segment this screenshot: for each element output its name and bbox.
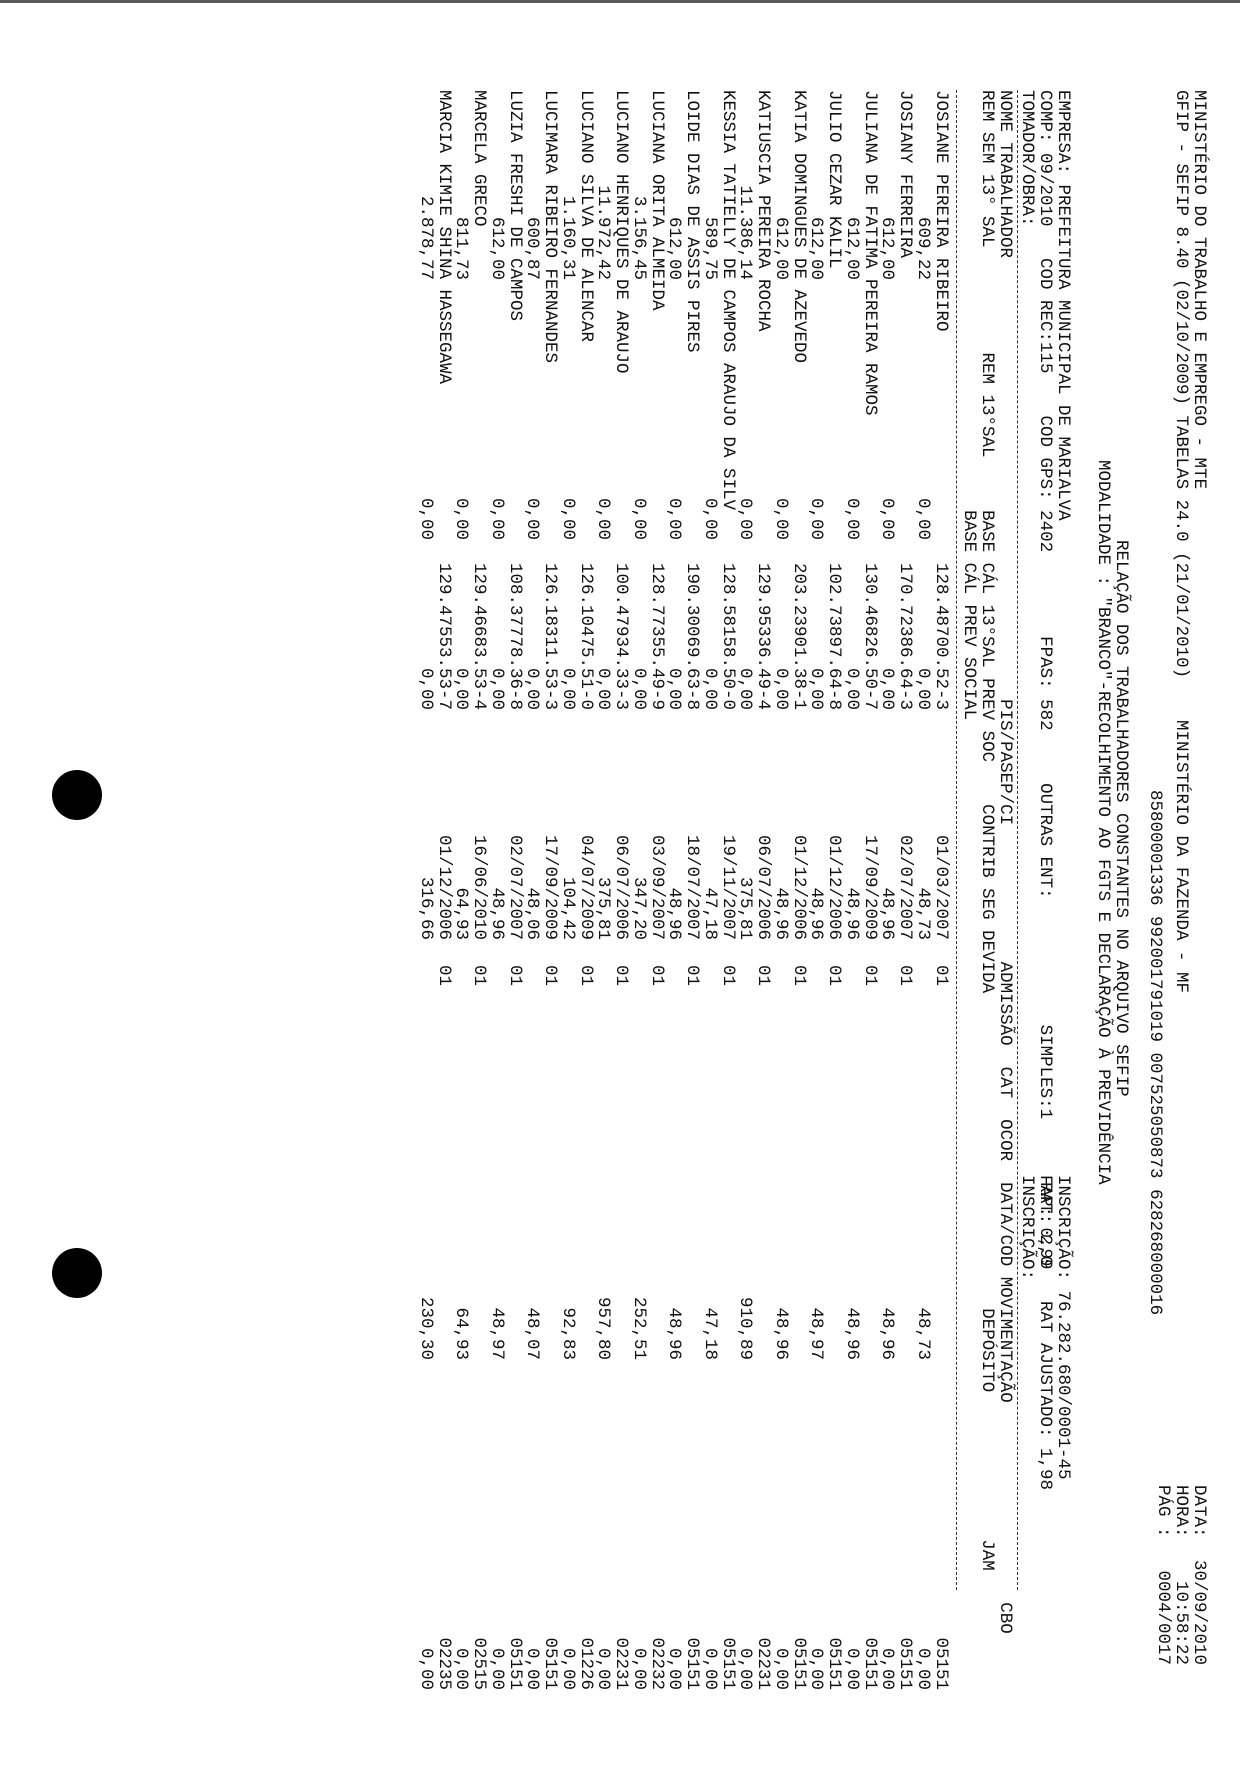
cell-adm: 06/07/2006 [611, 834, 632, 940]
cell-base13: 0,00 [877, 667, 898, 710]
cell-cbo: 02231 [753, 1637, 774, 1690]
cell-jam: 0,00 [771, 1647, 791, 1690]
cell-pis: 108.37778.36-8 [505, 562, 525, 710]
cell-rem13: 0,00 [735, 497, 756, 540]
comp-line: COMP: 09/2010 COD REC:115 COD GPS: 2402 FPAS: 582 OUTRAS ENT: SIMPLES:1 RAT: 2,0 [1035, 90, 1055, 1267]
cell-jam: 0,00 [877, 1647, 898, 1690]
cell-adm: 03/09/2007 [647, 834, 667, 940]
cell-jam: 0,00 [735, 1647, 756, 1690]
cell-adm: 01/12/2006 [824, 834, 845, 940]
cell-rem: 612,00 [842, 216, 862, 280]
cell-rem: 612,00 [664, 216, 685, 280]
cell-contrib: 375,81 [735, 876, 756, 940]
ministry-line: MINISTÉRIO DO TRABALHO E EMPREGO - MTE [1189, 90, 1209, 490]
cell-rem13: 0,00 [877, 497, 898, 540]
cell-cbo: 02235 [434, 1637, 454, 1690]
cell-cat: 01 [576, 965, 596, 987]
cell-pis: 129.95336.49-4 [753, 562, 774, 710]
cell-deposito: 48,73 [913, 1307, 933, 1360]
cell-cat: 01 [860, 965, 880, 987]
cell-rem13: 0,00 [451, 497, 472, 540]
cell-base13: 0,00 [593, 667, 614, 710]
barcode-number: 85800001336 99200179101​9 00752505087​3 62826800001​6 [1145, 790, 1165, 1316]
cell-adm: 06/07/2006 [753, 834, 774, 940]
cell-deposito: 230,30 [416, 1296, 436, 1360]
cell-jam: 0,00 [487, 1647, 507, 1690]
cell-pis: 100.47934.33-3 [611, 562, 632, 710]
cell-adm: 01/03/2007 [931, 834, 951, 940]
cell-adm: 18/07/2007 [682, 834, 703, 940]
cell-pis: 102.73897.64-8 [824, 562, 845, 710]
cell-adm: 01/12/2006 [789, 834, 809, 940]
cell-rem: 600,87 [522, 216, 543, 280]
cell-contrib: 48,96 [664, 887, 685, 940]
cell-cbo: 05151 [682, 1637, 703, 1690]
cell-name: KATIA DOMINGUES DE AZEVEDO [789, 90, 809, 364]
cell-deposito: 48,96 [771, 1307, 791, 1360]
cell-jam: 0,00 [664, 1647, 685, 1690]
cell-jam: 0,00 [593, 1647, 614, 1690]
cell-contrib: 48,96 [806, 887, 827, 940]
report-modality: MODALIDADE : "BRANCO"-RECOLHIMENTO AO FGTS E DECLARAÇÃO À PREVIDÊNCIA [1093, 460, 1113, 1185]
software-line: GFIP - SEFIP 8.40 (02/10/2009) TABELAS 24.0 (21/01/2010) [1171, 90, 1191, 679]
cell-cbo: 01226 [576, 1637, 596, 1690]
cell-pis: 128.77355.49-9 [647, 562, 667, 710]
cell-deposito: 48,97 [487, 1307, 507, 1360]
cell-cbo: 02515 [469, 1637, 490, 1690]
column-header-3: BASE CÁL PREV SOCIAL [959, 90, 979, 721]
cell-deposito: 48,07 [522, 1307, 543, 1360]
cell-base13: 0,00 [416, 667, 436, 710]
cell-pis: 129.46683.53-4 [469, 562, 490, 710]
cell-name: LOIDE DIAS DE ASSIS PIRES [682, 90, 703, 353]
page-value: 0004/0017 [1153, 1570, 1173, 1665]
date-value: 30/09/2010 [1189, 1559, 1209, 1665]
cell-name: MARCELA GRECO [469, 90, 490, 227]
inscricao-tomador: INSCRIÇÃO: [1017, 1175, 1037, 1281]
cell-contrib: 48,73 [913, 887, 933, 940]
cell-cbo: 05151 [895, 1637, 916, 1690]
cell-cbo: 05151 [718, 1637, 738, 1690]
time-label: HORA: [1171, 1485, 1191, 1538]
cell-rem: 612,00 [487, 216, 507, 280]
cell-jam: 0,00 [522, 1647, 543, 1690]
cell-cbo: 05151 [540, 1637, 561, 1690]
cell-base13: 0,00 [558, 667, 578, 710]
cell-pis: 190.30069.63-8 [682, 562, 703, 710]
cell-rem13: 0,00 [487, 497, 507, 540]
cell-jam: 0,00 [700, 1647, 720, 1690]
cell-pis: 128.48700.52-3 [931, 562, 951, 710]
cell-contrib: 64,93 [451, 887, 472, 940]
cell-deposito: 48,96 [842, 1307, 862, 1360]
cell-base13: 0,00 [522, 667, 543, 710]
cell-contrib: 316,66 [416, 876, 436, 940]
cell-base13: 0,00 [913, 667, 933, 710]
cell-name: LUZIA FRESHI DE CAMPOS [505, 90, 525, 322]
cell-name: LUCIANO HENRIQUES DE ARAUJO [611, 90, 632, 374]
cell-contrib: 347,20 [629, 876, 649, 940]
cell-base13: 0,00 [842, 667, 862, 710]
cell-rem13: 0,00 [806, 497, 827, 540]
cell-rem: 811,73 [451, 216, 472, 280]
company-inscricao: INSCRIÇÃO: 76.282.680/0001-45 [1053, 1175, 1073, 1480]
time-value: 10:58:22 [1171, 1580, 1191, 1665]
cell-rem: 3.156,45 [629, 195, 649, 280]
cell-deposito: 48,97 [806, 1307, 827, 1360]
cell-cat: 01 [931, 965, 951, 987]
separator [1017, 90, 1018, 1590]
cell-cat: 01 [824, 965, 845, 987]
cell-cat: 01 [611, 965, 632, 987]
cell-contrib: 375,81 [593, 876, 614, 940]
cell-deposito: 48,96 [664, 1307, 685, 1360]
cell-cat: 01 [540, 965, 561, 987]
cell-rem13: 0,00 [416, 497, 436, 540]
cell-name: LUCIMARA RIBEIRO FERNANDES [540, 90, 561, 364]
cell-deposito: 48,96 [877, 1307, 898, 1360]
cell-base13: 0,00 [629, 667, 649, 710]
cell-rem: 2.878,77 [416, 195, 436, 280]
cell-adm: 17/09/2009 [540, 834, 561, 940]
cell-name: JOSIANE PEREIRA RIBEIRO [931, 90, 951, 332]
cell-jam: 0,00 [629, 1647, 649, 1690]
cell-cbo: 02231 [611, 1637, 632, 1690]
cell-rem13: 0,00 [593, 497, 614, 540]
cell-base13: 0,00 [735, 667, 756, 710]
cell-cbo: 05151 [789, 1637, 809, 1690]
cell-deposito: 957,80 [593, 1296, 614, 1360]
cell-rem13: 0,00 [771, 497, 791, 540]
cell-adm: 17/09/2009 [860, 834, 880, 940]
cell-deposito: 47,18 [700, 1307, 720, 1360]
cell-adm: 16/06/2010 [469, 834, 490, 940]
cell-rem: 609,22 [913, 216, 933, 280]
cell-adm: 04/07/2009 [576, 834, 596, 940]
cell-pis: 126.18311.53-3 [540, 562, 561, 710]
cell-contrib: 104,42 [558, 876, 578, 940]
cell-rem: 612,00 [877, 216, 898, 280]
cell-rem: 612,00 [771, 216, 791, 280]
tomador: TOMADOR/OBRA: [1017, 90, 1037, 227]
cell-cat: 01 [505, 965, 525, 987]
cell-deposito: 64,93 [451, 1307, 472, 1360]
cell-rem13: 0,00 [664, 497, 685, 540]
cell-name: JULIO CEZAR KALIL [824, 90, 845, 269]
cell-deposito: 92,83 [558, 1307, 578, 1360]
cell-rem: 612,00 [806, 216, 827, 280]
separator [956, 90, 957, 1590]
cell-name: LUCIANA ORITA ALMEIDA [647, 90, 667, 311]
cell-jam: 0,00 [416, 1647, 436, 1690]
cell-pis: 129.47553.53-7 [434, 562, 454, 710]
cell-contrib: 48,96 [842, 887, 862, 940]
cell-cbo: 02232 [647, 1637, 667, 1690]
cell-contrib: 48,96 [771, 887, 791, 940]
cell-deposito: 910,89 [735, 1296, 756, 1360]
cell-rem: 11.972,42 [593, 185, 614, 280]
cell-jam: 0,00 [451, 1647, 472, 1690]
cell-jam: 0,00 [806, 1647, 827, 1690]
column-header-1: NOME TRABALHADOR PIS/PASEP/CI ADMISSÃO CAT OCOR DATA/COD MOVIMENTAÇÃO CBO [995, 90, 1015, 1634]
cell-cat: 01 [469, 965, 490, 987]
report-title: RELAÇÃO DOS TRABALHADORES CONSTANTES NO ARQUIVO SEFIP [1111, 540, 1131, 1097]
cell-cat: 01 [895, 965, 916, 987]
cell-pis: 170.72386.64-3 [895, 562, 916, 710]
cell-cbo: 05151 [860, 1637, 880, 1690]
cell-cat: 01 [718, 965, 738, 987]
company-name: EMPRESA: PREFEITURA MUNICIPAL DE MARIALVA [1053, 90, 1073, 521]
cell-base13: 0,00 [700, 667, 720, 710]
cell-pis: 126.10475.51-0 [576, 562, 596, 710]
cell-cbo: 05151 [824, 1637, 845, 1690]
fap-line: FAP: 0,99 RAT AJUSTADO: 1,98 [1035, 1175, 1055, 1491]
cell-contrib: 47,18 [700, 887, 720, 940]
cell-cat: 01 [434, 965, 454, 987]
cell-pis: 128.58158.50-0 [718, 562, 738, 710]
cell-name: KESSIA TATIELLY DE CAMPOS ARAUJO DA SILV [718, 90, 738, 511]
cell-adm: 02/07/2007 [505, 834, 525, 940]
cell-contrib: 48,06 [522, 887, 543, 940]
cell-rem13: 0,00 [700, 497, 720, 540]
cell-base13: 0,00 [451, 667, 472, 710]
cell-jam: 0,00 [842, 1647, 862, 1690]
cell-jam: 0,00 [558, 1647, 578, 1690]
ministry-finance: MINISTÉRIO DA FAZENDA - MF [1171, 720, 1191, 994]
cell-adm: 19/11/2007 [718, 834, 738, 940]
page-label: PÁG : [1153, 1485, 1173, 1538]
cell-cat: 01 [753, 965, 774, 987]
column-header-2: REM SEM 13° SAL REM 13°SAL BASE CÁL 13°SAL PREV SOC CONTRIB SEG DEVIDA DEPÓSITO JAM [977, 90, 997, 1571]
cell-pis: 130.46826.50-7 [860, 562, 880, 710]
date-label: DATA: [1189, 1485, 1209, 1538]
cell-cbo: 05151 [931, 1637, 951, 1690]
cell-cbo: 05151 [505, 1637, 525, 1690]
cell-name: MARCIA KIMIE SHINA HASSEGAWA [434, 90, 454, 385]
cell-cat: 01 [789, 965, 809, 987]
cell-base13: 0,00 [806, 667, 827, 710]
cell-rem: 11.386,14 [735, 185, 756, 280]
cell-cat: 01 [682, 965, 703, 987]
cell-pis: 203.23901.38-1 [789, 562, 809, 710]
cell-deposito: 252,51 [629, 1296, 649, 1360]
cell-cat: 01 [647, 965, 667, 987]
cell-base13: 0,00 [771, 667, 791, 710]
cell-name: KATIUSCIA PEREIRA ROCHA [753, 90, 774, 332]
cell-base13: 0,00 [487, 667, 507, 710]
cell-rem13: 0,00 [913, 497, 933, 540]
cell-name: LUCIANO SILVA DE ALENCAR [576, 90, 596, 343]
cell-rem13: 0,00 [558, 497, 578, 540]
cell-rem13: 0,00 [842, 497, 862, 540]
cell-name: JULIANA DE FATIMA PEREIRA RAMOS [860, 90, 880, 416]
cell-adm: 02/07/2007 [895, 834, 916, 940]
cell-jam: 0,00 [913, 1647, 933, 1690]
cell-contrib: 48,96 [487, 887, 507, 940]
cell-rem13: 0,00 [629, 497, 649, 540]
cell-base13: 0,00 [664, 667, 685, 710]
cell-adm: 01/12/2006 [434, 834, 454, 940]
cell-rem: 589,75 [700, 216, 720, 280]
cell-name: JOSIANY FERREIRA [895, 90, 916, 259]
cell-rem13: 0,00 [522, 497, 543, 540]
cell-contrib: 48,96 [877, 887, 898, 940]
cell-rem: 1.160,31 [558, 195, 578, 280]
